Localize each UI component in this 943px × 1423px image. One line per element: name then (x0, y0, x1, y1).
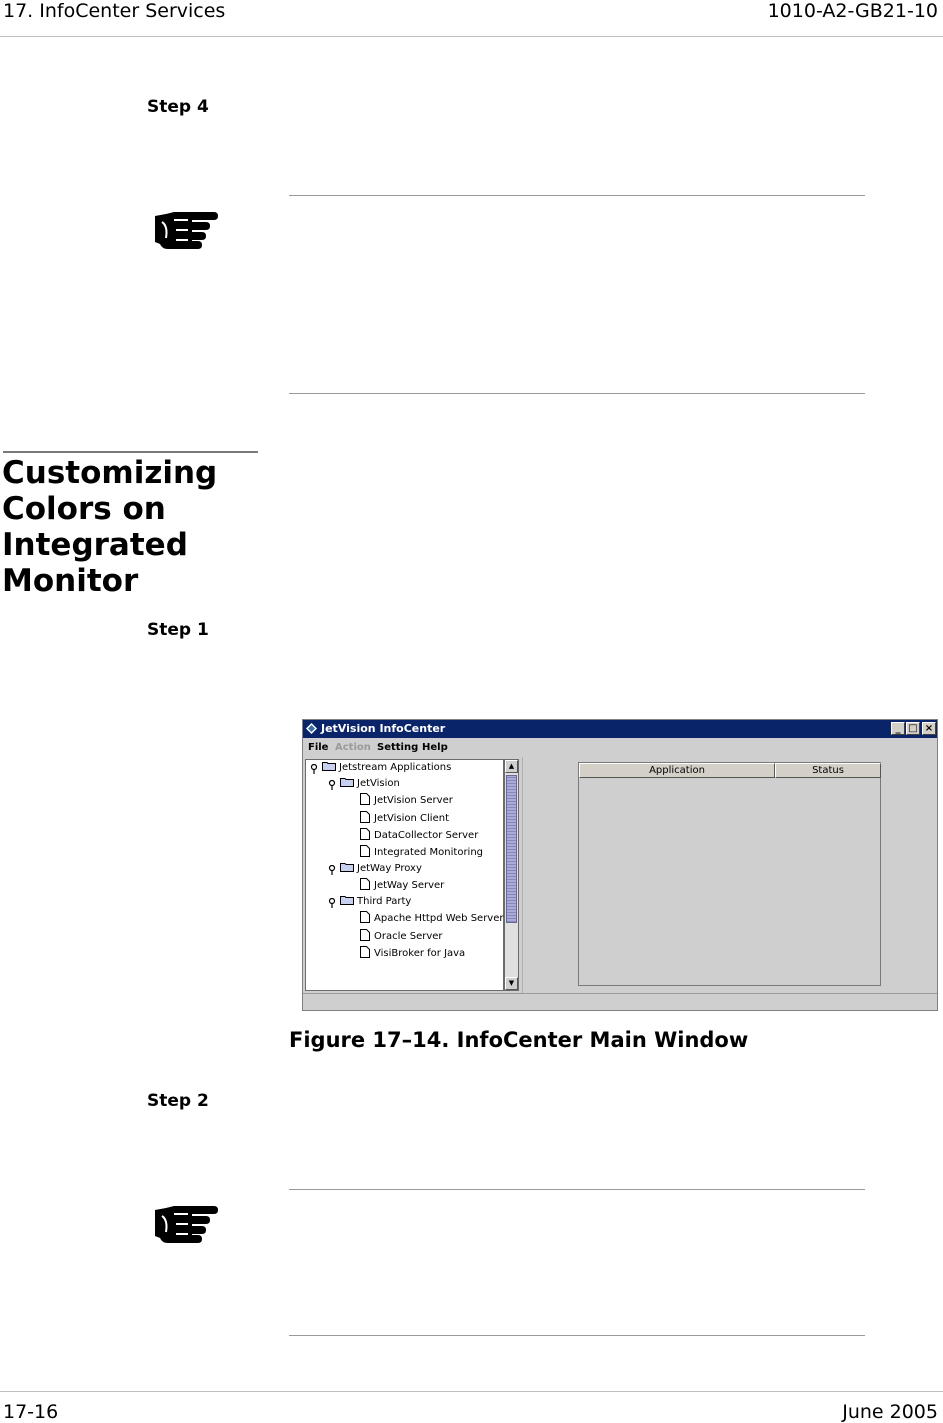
tree-item-jetvision-server[interactable] (360, 793, 453, 809)
tree-item-integrated-monitoring[interactable] (360, 845, 483, 861)
header-chapter-title: 17. InfoCenter Services (3, 0, 226, 22)
java-logo-icon (306, 723, 317, 734)
menu-bar (303, 739, 937, 757)
window-titlebar (303, 720, 937, 738)
tree-vertical-scrollbar[interactable] (504, 759, 519, 991)
step-1-label: Step 1 (147, 620, 209, 640)
tree-item-datacollector-server[interactable] (360, 828, 478, 844)
tree-key-icon[interactable] (328, 898, 336, 908)
document-icon (360, 946, 370, 958)
document-icon (360, 811, 370, 823)
window-title: JetVision InfoCenter (321, 722, 446, 735)
tree-item-third-party[interactable] (340, 895, 411, 911)
note-top-rule (289, 195, 865, 196)
folder-icon (322, 761, 336, 771)
tree-item-root[interactable] (322, 761, 451, 777)
tree-item-label: Integrated Monitoring (374, 847, 484, 858)
folder-icon (340, 862, 354, 872)
tree-item-label: Third Party (357, 896, 412, 907)
tree-item-jetvision-client[interactable] (360, 811, 449, 827)
folder-icon (340, 777, 354, 787)
tree-item-label: Jetstream Applications (339, 762, 452, 773)
scroll-down-button[interactable]: ▼ (505, 977, 518, 990)
step-2-label: Step 2 (147, 1091, 209, 1111)
section-title-line-3: Integrated (2, 527, 188, 563)
tree-item-jetway-server[interactable] (360, 878, 444, 894)
tree-item-label: VisiBroker for Java (374, 948, 466, 959)
maximize-button[interactable]: □ (906, 722, 920, 735)
application-tree (305, 759, 504, 991)
note-bottom-rule (289, 393, 865, 394)
tree-item-label: JetVision (357, 778, 400, 789)
document-icon (360, 845, 370, 857)
section-title-line-4: Monitor (2, 563, 139, 599)
scroll-thumb[interactable] (506, 775, 517, 923)
tree-item-label: JetVision Client (374, 813, 449, 824)
tree-item-apache[interactable] (360, 911, 504, 927)
section-title (2, 455, 217, 599)
header-rule (0, 36, 943, 37)
column-header-application[interactable]: Application (579, 763, 775, 778)
tree-item-label: JetVision Server (374, 795, 453, 806)
section-title-line-2: Colors on (2, 491, 166, 527)
section-title-line-1: Customizing (2, 455, 218, 491)
note-bottom-rule (289, 1335, 865, 1336)
scroll-up-button[interactable]: ▲ (505, 760, 518, 773)
header-doc-number: 1010-A2-GB21-10 (767, 0, 938, 22)
tree-item-label: JetWay Server (374, 880, 445, 891)
footer-date: June 2005 (842, 1401, 938, 1423)
tree-item-label: JetWay Proxy (357, 863, 422, 874)
menu-setting[interactable]: Setting (377, 742, 419, 753)
minimize-button[interactable]: _ (891, 722, 905, 735)
document-icon (360, 878, 370, 890)
footer-page-number: 17-16 (3, 1401, 59, 1423)
pointing-hand-icon (152, 1202, 220, 1248)
document-icon (360, 911, 370, 923)
folder-icon (340, 895, 354, 905)
column-header-status[interactable]: Status (775, 763, 881, 778)
tree-item-oracle[interactable] (360, 929, 443, 945)
tree-item-label: DataCollector Server (374, 830, 479, 841)
pointing-hand-icon (152, 208, 220, 254)
application-status-table (578, 762, 881, 986)
document-icon (360, 929, 370, 941)
tree-item-visibroker[interactable] (360, 946, 465, 962)
figure-caption: Figure 17–14. InfoCenter Main Window (289, 1028, 749, 1052)
window-status-bar (303, 993, 937, 1010)
document-icon (360, 793, 370, 805)
step-4-label: Step 4 (147, 97, 209, 117)
document-icon (360, 828, 370, 840)
tree-key-icon[interactable] (328, 865, 336, 875)
tree-item-label: Oracle Server (374, 931, 443, 942)
tree-item-jetvision[interactable] (340, 777, 400, 793)
status-pane (522, 757, 937, 993)
section-rule (3, 451, 258, 453)
infocenter-window-screenshot (302, 719, 938, 1011)
note-top-rule (289, 1189, 865, 1190)
tree-key-icon[interactable] (310, 764, 318, 774)
menu-action[interactable]: Action (335, 742, 371, 753)
tree-key-icon[interactable] (328, 780, 336, 790)
menu-file[interactable]: File (308, 742, 329, 753)
menu-help[interactable]: Help (422, 742, 448, 753)
footer-rule (0, 1391, 943, 1392)
tree-item-label: Apache Httpd Web Server (374, 913, 504, 924)
close-button[interactable]: × (922, 722, 936, 735)
tree-item-jetway-proxy[interactable] (340, 862, 422, 878)
